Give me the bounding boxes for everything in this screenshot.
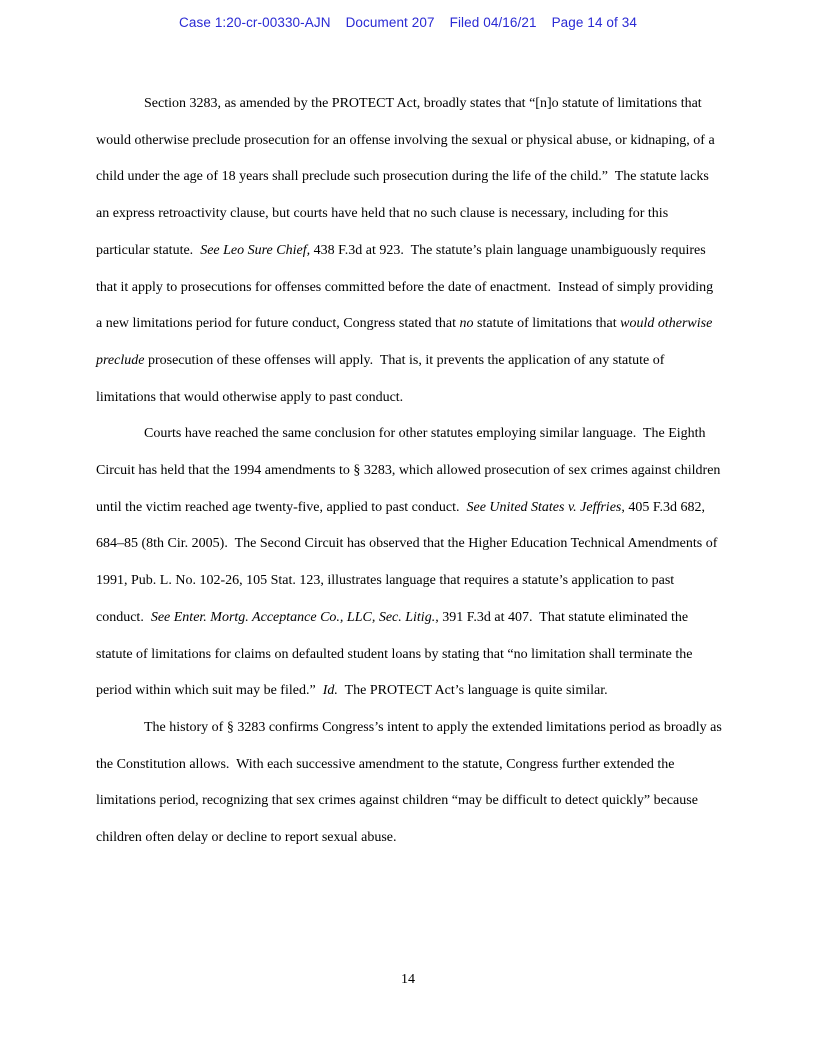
paragraph-statute-text: Section 3283, as amended by the PROTECT Act, broadly states that “[n]o statute of limitations that would otherwise preclude prosecution for an offense involving the sexual or physical abuse, or kidnaping, of a child under the age of 18 years shall preclude such prosecution during the life of the child.” The statute lacks an express retroactivity clause, but courts have held that no such clause is necessary, including for this particular statute. See Leo Sure Chief, 438 F.3d at 923. The statute’s plain language unambiguously requires that it apply to prosecutions for offenses committed before the date of enactment. Instead of simply providing a new limitations period for future conduct, Congress stated that no statute of limitations that would otherwise preclude prosecution of these offenses will apply. That is, it prevents the application of any statute of limitations that would otherwise apply to past conduct. (96, 96, 719, 405)
stamp-case-number: Case 1:20-cr-00330-AJN (179, 15, 331, 30)
stamp-filed-date: Filed 04/16/21 (449, 15, 537, 30)
paragraph-history: The history of § 3283 confirms Congress’s intent to apply the extended limitations period as broadly as the Constitution allows. With each successive amendment to the statute, Congress further extended the limitations period, recognizing that sex crimes against children “may be difficult to detect quickly” because children often delay or decline to report sexual abuse. (96, 719, 726, 846)
paragraph-other-statutes: Courts have reached the same conclusion for other statutes employing similar language. The Eighth Circuit has held that the 1994 amendments to § 3283, which allowed prosecution of sex crimes against children until the victim reached age twenty-five, applied to past conduct. See United States v. Jeffries, 405 F.3d 682, 684–85 (8th Cir. 2005). The Second Circuit has observed that the Higher Education Technical Amendments of 1991, Pub. L. No. 102-26, 105 Stat. 123, illustrates language that requires a statute’s application to past conduct. See Enter. Mortg. Acceptance Co., LLC, Sec. Litig., 391 F.3d at 407. That statute eliminated the statute of limitations for claims on defaulted student loans by stating that “no limitation shall terminate the period within which suit may be filed.” Id. The PROTECT Act’s language is quite similar. (96, 426, 724, 699)
stamp-page-count: Page 14 of 34 (551, 15, 637, 30)
body-text (96, 86, 726, 857)
page-number: 14 (401, 972, 415, 987)
stamp-document-number: Document 207 (345, 15, 435, 30)
court-stamp (0, 15, 816, 30)
